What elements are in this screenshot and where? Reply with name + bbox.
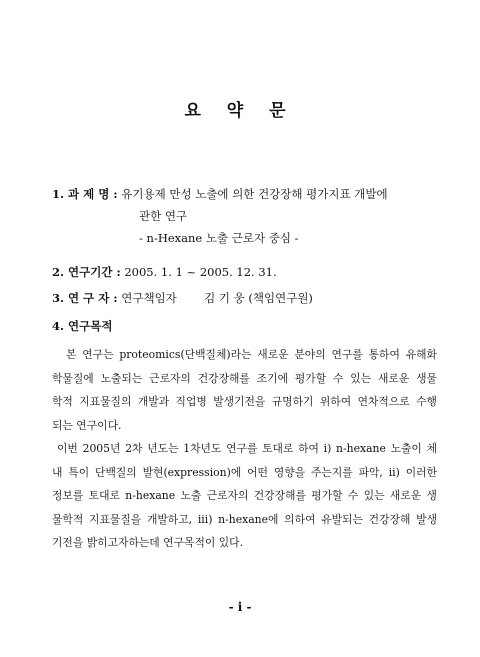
paragraph-line: 본 연구는 proteomics(단백질체)라는 새로운 분야의 연구를 통하여 유해화: [66, 348, 437, 361]
researcher-label: 3. 연 구 자 :: [52, 291, 118, 305]
page-title: 요 약 문: [184, 101, 296, 121]
objective-paragraph-2: [52, 437, 437, 555]
researcher-role: 연구책임자: [121, 291, 177, 305]
period-row: [52, 264, 277, 280]
project-subtitle: - n-Hexane 노출 근로자 중심 -: [139, 231, 299, 245]
objective-row: [52, 318, 112, 334]
project-title-line2: 관한 연구: [139, 209, 188, 223]
page-number: - i -: [228, 600, 252, 614]
project-title-line1: 유기용제 만성 노출에 의한 건강장해 평가지표 개발에: [121, 187, 388, 201]
paragraph-line: 기전을 밝히고자하는데 연구목적이 있다.: [52, 536, 244, 549]
period-label: 2. 연구기간 :: [52, 265, 121, 279]
paragraph-line: 이번 2005년 2차 년도는 1차년도 연구를 토대로 하여 i) n-hexane 노출이 체: [57, 442, 437, 455]
researcher-name: 김 기 웅 (책임연구원): [204, 291, 313, 305]
project-row: [52, 186, 388, 202]
paragraph-line: 학적 지표물질의 개발과 직업병 발생기전을 규명하기 위하여 연차적으로 수행: [52, 395, 437, 408]
objective-paragraph-1: [52, 343, 437, 437]
paragraph-line: 정보를 토대로 n-hexane 노출 근로자의 건강장해를 평가할 수 있는 새로운 생: [52, 489, 437, 502]
objective-label: 4. 연구목적: [52, 319, 113, 333]
paragraph-line: 물학적 지표물질을 개발하고, iii) n-hexane에 의하여 유발되는 건강장해 발생: [52, 512, 437, 526]
paragraph-line: 학물질에 노출되는 근로자의 건강장해를 조기에 평가할 수 있는 새로운 생물: [52, 371, 437, 385]
researcher-row: [52, 290, 313, 306]
paragraph-line: 되는 연구이다.: [52, 418, 122, 432]
project-label: 1. 과 제 명 :: [52, 187, 118, 201]
paragraph-line: 내 특이 단백질의 발현(expression)에 어떤 영향을 주는지를 파악, ii) 이러한: [52, 465, 437, 479]
period-value: 2005. 1. 1 ~ 2005. 12. 31.: [124, 265, 277, 279]
